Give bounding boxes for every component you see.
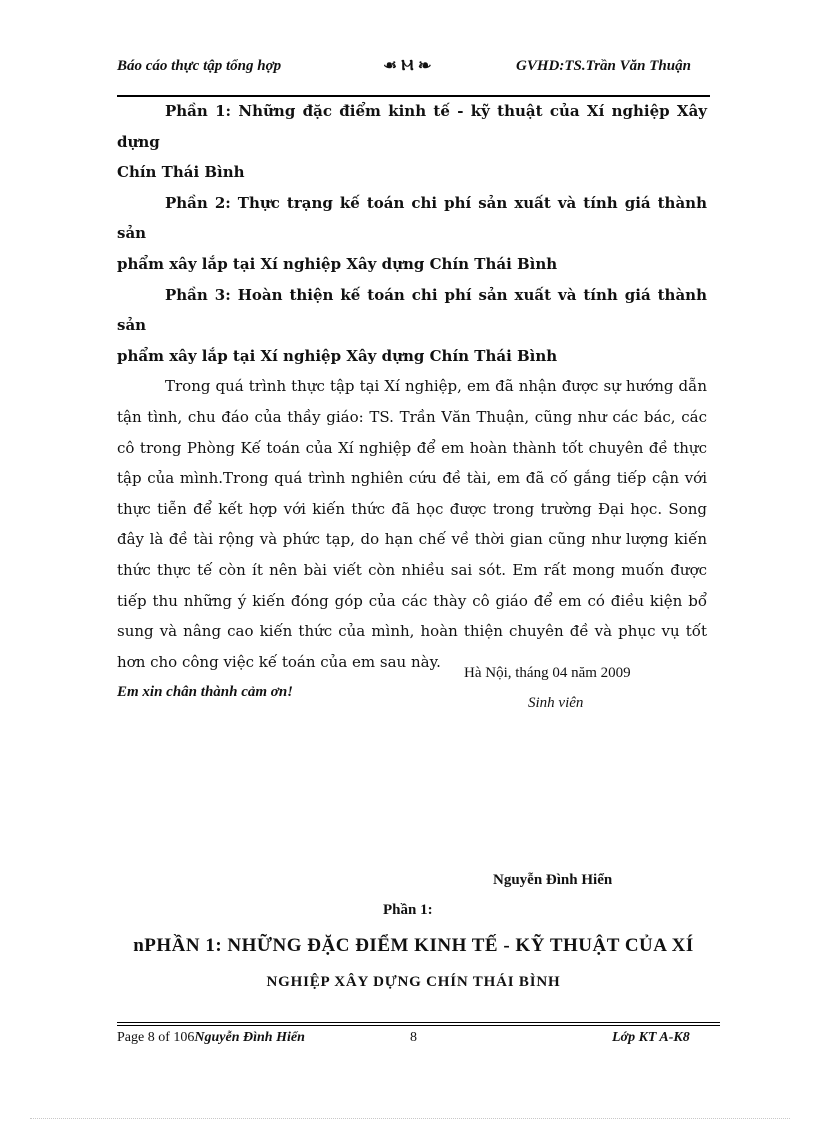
signature-date: Hà Nội, tháng 04 năm 2009 [464, 665, 631, 681]
signature-role: Sinh viên [528, 695, 584, 711]
page-edge-divider [30, 1118, 790, 1119]
header-ornament-icon: ☙ Ⲙ ❧ [384, 56, 431, 74]
footer-rule [117, 1022, 720, 1023]
section-heading [117, 928, 710, 1000]
part2-line1: Phần 2: Thực trạng kế toán chi phí sản xuất và tính giá thành sản [117, 193, 707, 243]
section-title: Phần 1: [383, 902, 433, 918]
part2-line2: phẩm xây lắp tại Xí nghiệp Xây dựng Chín Thái Bình [117, 254, 558, 273]
footer-left [117, 1030, 305, 1046]
header-title: Báo cáo thực tập tổng hợp [117, 58, 282, 74]
part3-line2: phẩm xây lắp tại Xí nghiệp Xây dựng Chín Thái Bình [117, 346, 558, 365]
header-supervisor: GVHD:TS.Trần Văn Thuận [516, 58, 691, 74]
document-body [117, 96, 707, 708]
part3-line1: Phần 3: Hoàn thiện kế toán chi phí sản xuất và tính giá thành sản [117, 285, 707, 335]
thanks-line: Em xin chân thành cảm ơn! [117, 684, 294, 701]
signature-name: Nguyễn Đình Hiển [493, 872, 613, 888]
part1-line1: Phần 1: Những đặc điểm kinh tế - kỹ thuật của Xí nghiệp Xây dựng [117, 102, 707, 151]
footer-page-number: 8 [410, 1030, 417, 1045]
footer-author: Nguyễn Đình Hiển [194, 1030, 305, 1045]
section-heading-line1: nPHẦN 1: NHỮNG ĐẶC ĐIỂM KINH TẾ - KỸ THUẬT CỦA XÍ [133, 935, 694, 956]
part1-line2: Chín Thái Bình [117, 163, 245, 182]
footer-class: Lớp KT A-K8 [612, 1030, 690, 1045]
acknowledgement-paragraph: Trong quá trình thực tập tại Xí nghiệp, em đã nhận được sự hướng dẫn tận tình, chu đáo của thầy giáo: TS. Trần Văn Thuận, cũng như các bác, các cô trong Phòng Kế toán của Xí nghiệp để em hoàn thành tốt chuyên đề thực tập của mình.Trong quá trình nghiên cứu đề tài, em đã cố gắng tiếp cận với thực tiễn để kết hợp với kiến thức đã học được trong trường Đại học. Song đây là đề tài rộng và phức tạp, do hạn chế về thời gian cũng như lượng kiến thức thực tế còn ít nên bài viết còn nhiều sai sót. Em rất mong muốn được tiếp thu những ý kiến đóng góp của các thày cô giáo để em có điều kiện bổ sung và nâng cao kiến thức của mình, hoàn thiện chuyên đề và phục vụ tốt hơn cho công việc kế toán của em sau này. [117, 377, 707, 671]
section-heading-line2: NGHIỆP XÂY DỰNG CHÍN THÁI BÌNH [266, 974, 561, 990]
footer-page-count: Page 8 of 106 [117, 1030, 195, 1045]
footer-rule-secondary [117, 1025, 720, 1026]
